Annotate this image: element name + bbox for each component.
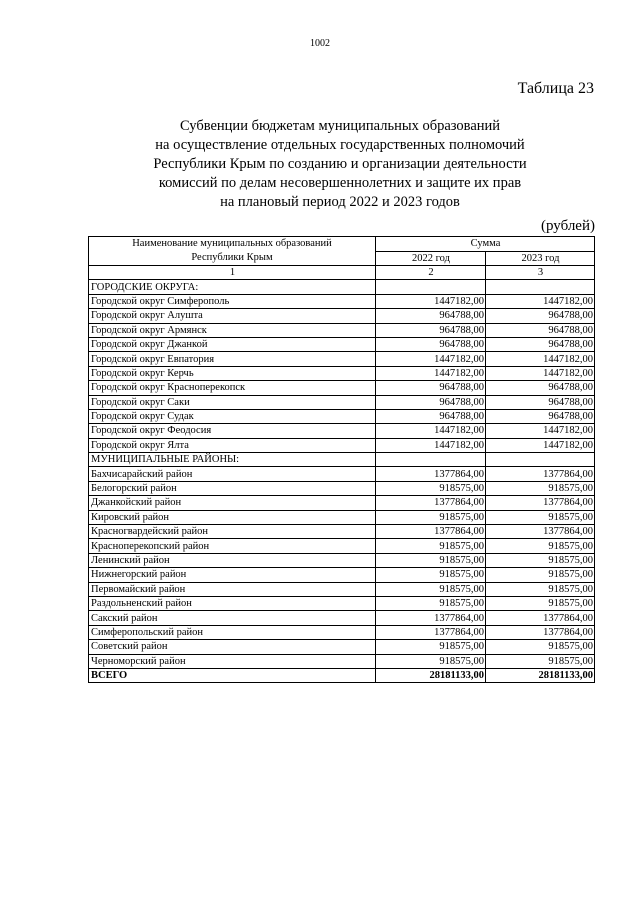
amount-2023: 918575,00 <box>486 510 595 524</box>
total-2022: 28181133,00 <box>376 668 486 682</box>
amount-2023: 918575,00 <box>486 568 595 582</box>
empty-cell <box>486 280 595 294</box>
municipality-name: Симферопольский район <box>89 625 376 639</box>
amount-2022: 918575,00 <box>376 640 486 654</box>
amount-2023: 1377864,00 <box>486 625 595 639</box>
table-row <box>89 640 595 654</box>
amount-2022: 1447182,00 <box>376 352 486 366</box>
table-row <box>89 611 595 625</box>
table-row <box>89 424 595 438</box>
header-year-2023: 2023 год <box>486 251 595 266</box>
table-row <box>89 395 595 409</box>
amount-2023: 918575,00 <box>486 539 595 553</box>
table-row <box>89 337 595 351</box>
subvention-table <box>88 236 595 683</box>
table-row <box>89 323 595 337</box>
table-row <box>89 625 595 639</box>
municipality-name: Джанкойский район <box>89 496 376 510</box>
amount-2023: 918575,00 <box>486 596 595 610</box>
amount-2023: 1377864,00 <box>486 525 595 539</box>
amount-2023: 1377864,00 <box>486 611 595 625</box>
amount-2022: 1447182,00 <box>376 294 486 308</box>
amount-2022: 918575,00 <box>376 481 486 495</box>
table-row <box>89 510 595 524</box>
municipality-name: Городской округ Евпатория <box>89 352 376 366</box>
amount-2023: 964788,00 <box>486 309 595 323</box>
amount-2023: 964788,00 <box>486 395 595 409</box>
amount-2022: 1377864,00 <box>376 625 486 639</box>
amount-2023: 918575,00 <box>486 481 595 495</box>
municipality-name: Ленинский район <box>89 553 376 567</box>
amount-2023: 964788,00 <box>486 337 595 351</box>
table-row <box>89 381 595 395</box>
table-row <box>89 654 595 668</box>
section-title: ГОРОДСКИЕ ОКРУГА: <box>89 280 376 294</box>
municipality-name: Городской округ Ялта <box>89 438 376 452</box>
table-row <box>89 596 595 610</box>
title-line: Субвенции бюджетам муниципальных образований <box>179 118 501 134</box>
table-row <box>89 496 595 510</box>
table-row <box>89 438 595 452</box>
amount-2023: 1447182,00 <box>486 438 595 452</box>
amount-2023: 964788,00 <box>486 381 595 395</box>
amount-2022: 918575,00 <box>376 654 486 668</box>
page-number: 1002 <box>310 38 330 49</box>
amount-2022: 964788,00 <box>376 309 486 323</box>
municipality-name: Бахчисарайский район <box>89 467 376 481</box>
amount-2022: 918575,00 <box>376 510 486 524</box>
table-row <box>89 352 595 366</box>
amount-2022: 918575,00 <box>376 596 486 610</box>
municipality-name: Городской округ Армянск <box>89 323 376 337</box>
units-label: (рублей) <box>540 218 595 234</box>
amount-2023: 918575,00 <box>486 640 595 654</box>
title-line: комиссий по делам несовершеннолетних и защите их прав <box>158 175 522 191</box>
amount-2022: 1377864,00 <box>376 611 486 625</box>
document-title <box>90 117 590 212</box>
amount-2022: 1377864,00 <box>376 496 486 510</box>
section-row <box>89 453 595 467</box>
amount-2022: 918575,00 <box>376 539 486 553</box>
municipality-name: Городской округ Судак <box>89 409 376 423</box>
municipality-name: Нижнегорский район <box>89 568 376 582</box>
municipality-name: Сакский район <box>89 611 376 625</box>
title-line: на плановый период 2022 и 2023 годов <box>220 194 460 210</box>
table-row <box>89 409 595 423</box>
municipality-name: Красногвардейский район <box>89 525 376 539</box>
table-row <box>89 481 595 495</box>
amount-2022: 964788,00 <box>376 337 486 351</box>
header-col-number: 1 <box>89 266 376 280</box>
municipality-name: Городской округ Керчь <box>89 366 376 380</box>
empty-cell <box>376 453 486 467</box>
header-col-number: 2 <box>376 266 486 280</box>
amount-2022: 918575,00 <box>376 568 486 582</box>
total-row <box>89 668 595 682</box>
total-2023: 28181133,00 <box>486 668 595 682</box>
table-row <box>89 294 595 308</box>
amount-2022: 918575,00 <box>376 582 486 596</box>
amount-2022: 1447182,00 <box>376 424 486 438</box>
title-line: на осуществление отдельных государственных полномочий <box>155 137 525 153</box>
amount-2022: 964788,00 <box>376 395 486 409</box>
municipality-name: Городской округ Симферополь <box>89 294 376 308</box>
municipality-name: Городской округ Джанкой <box>89 337 376 351</box>
municipality-name: Городской округ Алушта <box>89 309 376 323</box>
amount-2023: 1447182,00 <box>486 424 595 438</box>
title-line: Республики Крым по созданию и организации деятельности <box>153 156 527 172</box>
municipality-name: Первомайский район <box>89 582 376 596</box>
amount-2022: 1447182,00 <box>376 438 486 452</box>
municipality-name: Советский район <box>89 640 376 654</box>
amount-2023: 1377864,00 <box>486 467 595 481</box>
table-row <box>89 582 595 596</box>
amount-2022: 964788,00 <box>376 381 486 395</box>
empty-cell <box>486 453 595 467</box>
table-row <box>89 366 595 380</box>
municipality-name: Городской округ Красноперекопск <box>89 381 376 395</box>
table-row <box>89 309 595 323</box>
municipality-name: Раздольненский район <box>89 596 376 610</box>
table-row <box>89 467 595 481</box>
amount-2023: 1447182,00 <box>486 294 595 308</box>
table-body <box>89 280 595 683</box>
municipality-name: Белогорский район <box>89 481 376 495</box>
table-row <box>89 525 595 539</box>
amount-2023: 918575,00 <box>486 553 595 567</box>
amount-2023: 918575,00 <box>486 582 595 596</box>
municipality-name: Черноморский район <box>89 654 376 668</box>
amount-2023: 918575,00 <box>486 654 595 668</box>
amount-2022: 964788,00 <box>376 323 486 337</box>
table-row <box>89 553 595 567</box>
table-row <box>89 568 595 582</box>
amount-2022: 1447182,00 <box>376 366 486 380</box>
amount-2022: 1377864,00 <box>376 525 486 539</box>
section-title: МУНИЦИПАЛЬНЫЕ РАЙОНЫ: <box>89 453 376 467</box>
header-year-2022: 2022 год <box>376 251 486 266</box>
municipality-name: Красноперекопский район <box>89 539 376 553</box>
table-number: Таблица 23 <box>517 80 594 97</box>
amount-2023: 1377864,00 <box>486 496 595 510</box>
section-row <box>89 280 595 294</box>
municipality-name: Городской округ Саки <box>89 395 376 409</box>
table-row <box>89 539 595 553</box>
municipality-name: Кировский район <box>89 510 376 524</box>
amount-2022: 964788,00 <box>376 409 486 423</box>
header-sum: Сумма <box>376 237 595 252</box>
municipality-name: Городской округ Феодосия <box>89 424 376 438</box>
amount-2023: 1447182,00 <box>486 366 595 380</box>
amount-2023: 964788,00 <box>486 323 595 337</box>
amount-2022: 1377864,00 <box>376 467 486 481</box>
amount-2023: 964788,00 <box>486 409 595 423</box>
empty-cell <box>376 280 486 294</box>
amount-2022: 918575,00 <box>376 553 486 567</box>
header-name-column: Наименование муниципальных образований Республики Крым <box>89 237 376 266</box>
header-col-number: 3 <box>486 266 595 280</box>
amount-2023: 1447182,00 <box>486 352 595 366</box>
total-label: ВСЕГО <box>89 668 376 682</box>
